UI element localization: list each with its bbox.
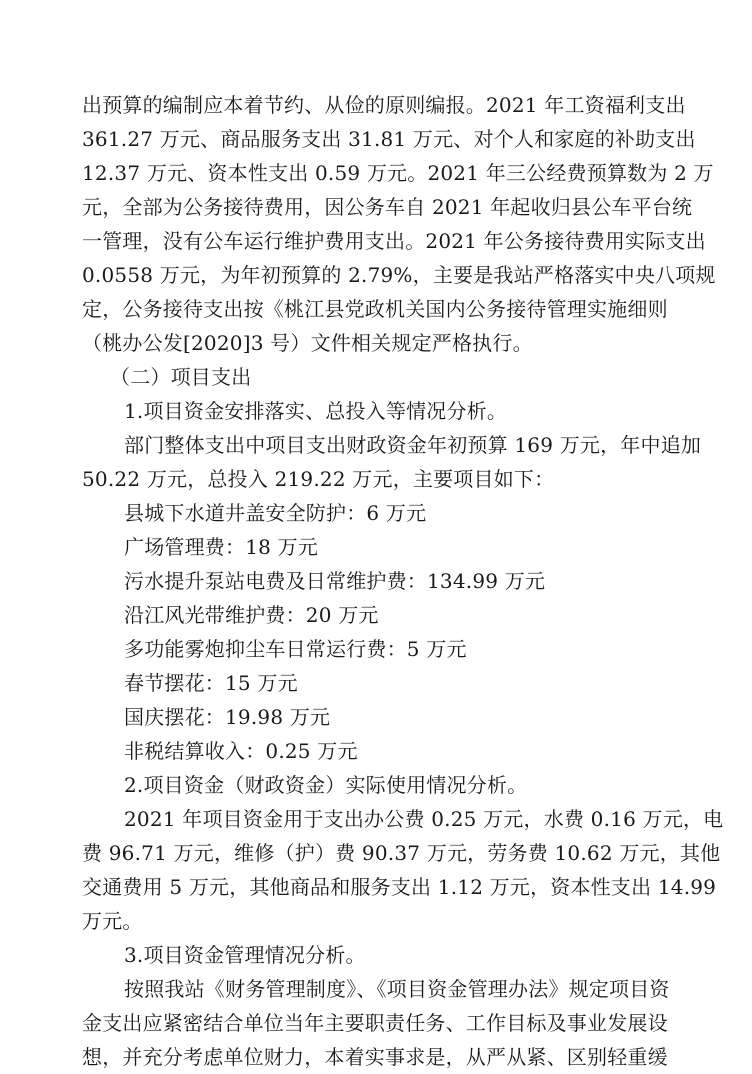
paragraph-line: 万元。: [82, 909, 143, 933]
project-item: 沿江风光带维护费：20 万元: [124, 603, 379, 627]
project-item: 多功能雾炮抑尘车日常运行费：5 万元: [124, 637, 467, 661]
paragraph-line: 交通费用 5 万元，其他商品和服务支出 1.12 万元，资本性支出 14.99: [82, 875, 717, 899]
paragraph-line: 想，并充分考虑单位财力，本着实事求是，从严从紧、区别轻重缓: [82, 1045, 668, 1069]
paragraph-line: 金支出应紧密结合单位当年主要职责任务、工作目标及事业发展设: [82, 1011, 668, 1035]
project-item: 非税结算收入：0.25 万元: [124, 739, 358, 763]
project-item: 广场管理费：18 万元: [124, 535, 319, 559]
paragraph-line: 一管理，没有公车运行维护费用支出。2021 年公务接待费用实际支出: [82, 229, 706, 253]
paragraph-line: 50.22 万元，总投入 219.22 万元，主要项目如下：: [82, 467, 555, 491]
paragraph-line: 出预算的编制应本着节约、从俭的原则编报。2021 年工资福利支出: [82, 93, 686, 117]
subsection-heading: 2.项目资金（财政资金）实际使用情况分析。: [124, 773, 528, 797]
paragraph-line: 费 96.71 万元，维修（护）费 90.37 万元，劳务费 10.62 万元，其他: [82, 841, 721, 865]
paragraph-line: 12.37 万元、资本性支出 0.59 万元。2021 年三公经费预算数为 2 万: [82, 161, 714, 185]
subsection-heading: 1.项目资金安排落实、总投入等情况分析。: [124, 399, 508, 423]
paragraph-line: 361.27 万元、商品服务支出 31.81 万元、对个人和家庭的补助支出: [82, 127, 696, 151]
project-item: 污水提升泵站电费及日常维护费：134.99 万元: [124, 569, 546, 593]
paragraph-line: 部门整体支出中项目支出财政资金年初预算 169 万元，年中追加: [124, 433, 702, 457]
paragraph-line: 0.0558 万元，为年初预算的 2.79%，主要是我站严格落实中央八项规: [82, 263, 716, 287]
project-item: 国庆摆花：19.98 万元: [124, 705, 331, 729]
project-item: 县城下水道井盖安全防护：6 万元: [124, 501, 427, 525]
section-heading: （二）项目支出: [110, 365, 252, 389]
paragraph-line: 定，公务接待支出按《桃江县党政机关国内公务接待管理实施细则: [82, 297, 668, 321]
paragraph-line: 按照我站《财务管理制度》、《项目资金管理办法》规定项目资: [124, 977, 670, 1001]
paragraph-line: 元，全部为公务接待费用，因公务车自 2021 年起收归县公车平台统: [82, 195, 693, 219]
paragraph-line: （桃办公发[2020]3 号）文件相关规定严格执行。: [82, 331, 533, 355]
subsection-heading: 3.项目资金管理情况分析。: [124, 943, 366, 967]
paragraph-line: 2021 年项目资金用于支出办公费 0.25 万元，水费 0.16 万元，电: [124, 807, 724, 831]
project-item: 春节摆花：15 万元: [124, 671, 298, 695]
